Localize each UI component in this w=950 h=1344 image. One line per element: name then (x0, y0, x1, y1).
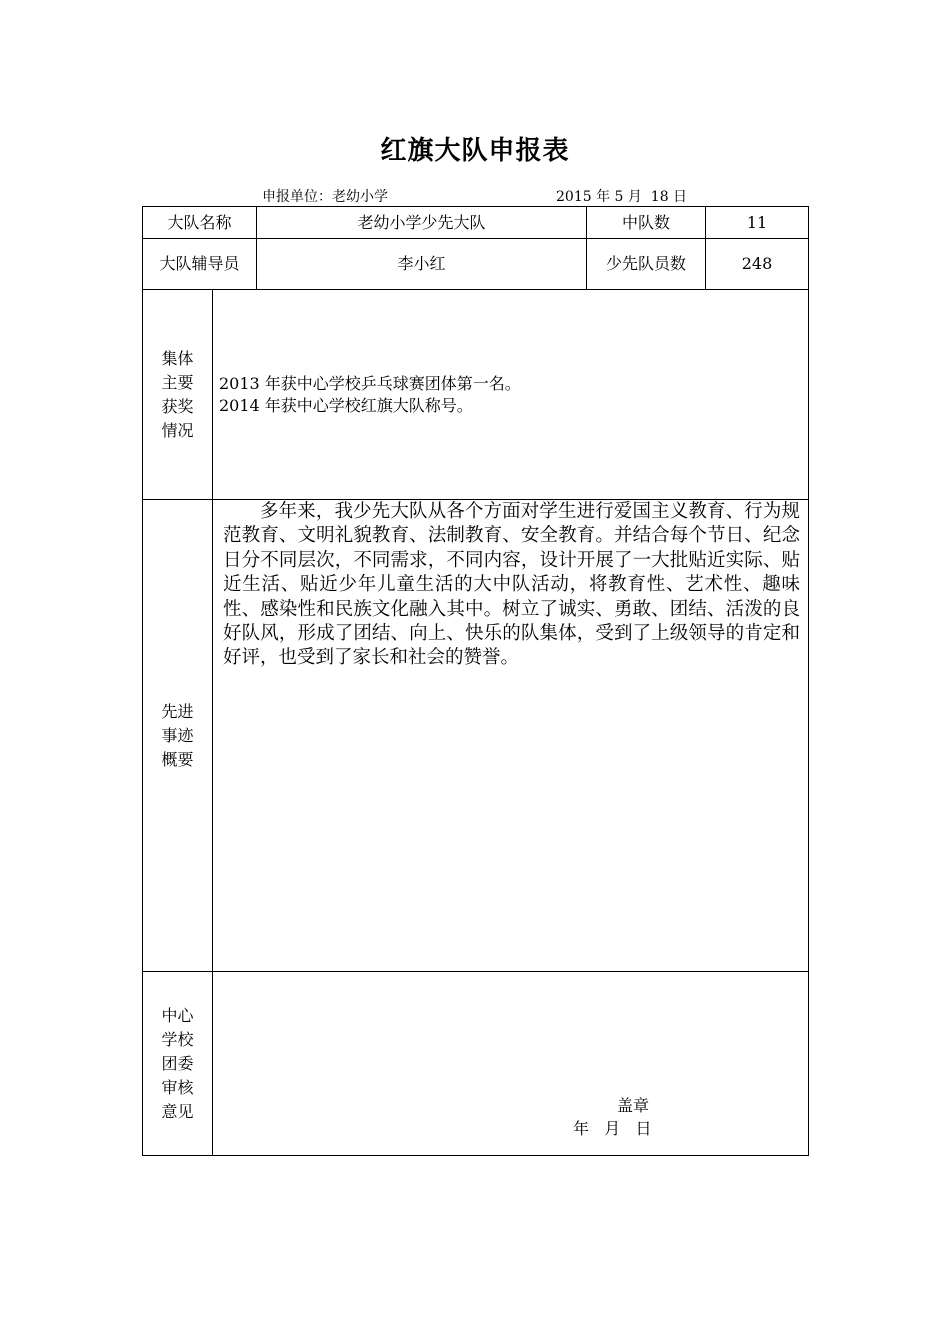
table-row (143, 207, 809, 239)
review-content (213, 972, 809, 1156)
seal-text: 盖章 (617, 1096, 650, 1115)
counselor-value: 李小红 (257, 239, 587, 290)
reporting-unit: 申报单位：老幼小学 (262, 189, 388, 205)
squadron-count-value: 11 (706, 207, 809, 239)
table-row (143, 972, 809, 1156)
application-form-table (142, 206, 809, 1156)
awards-label: 集体主要获奖情况 (161, 348, 194, 440)
squadron-count-label: 中队数 (587, 207, 706, 239)
member-count-label: 少先队员数 (587, 239, 706, 290)
review-label: 中心学校团委审核意见 (161, 1005, 194, 1121)
brigade-name-label: 大队名称 (143, 207, 257, 239)
table-row (143, 239, 809, 290)
counselor-label: 大队辅导员 (159, 254, 240, 273)
table-row (143, 500, 809, 972)
summary-content (213, 500, 809, 972)
summary-label: 先进事迹概要 (161, 701, 194, 769)
review-date-blank: 年 月 日 (573, 1119, 652, 1138)
award-item: 2013 年获中心学校乒乓球赛团体第一名。 (219, 373, 521, 393)
table-row (143, 290, 809, 500)
brigade-name-value: 老幼小学少先大队 (257, 207, 587, 239)
awards-content (213, 290, 809, 500)
report-date: 2015 年 5 月 18 日 (556, 189, 688, 205)
summary-text: 多年来，我少先大队从各个方面对学生进行爱国主义教育、行为规范教育、文明礼貌教育、法制教育、安全教育。并结合每个节日、纪念日分不同层次，不同需求，不同内容，设计开展了一大批贴近实际、贴近生活、贴近少年儿童生活的大中队活动，将教育性、艺术性、趣味性、感染性和民族文化融入其中。树立了诚实、勇敢、团结、活泼的良好队风，形成了团结、向上、快乐的队集体，受到了上级领导的肯定和好评，也受到了家长和社会的赞誉。 (223, 501, 801, 669)
award-item: 2014 年获中心学校红旗大队称号。 (219, 395, 473, 415)
member-count-value: 248 (706, 239, 809, 290)
page-title: 红旗大队申报表 (380, 136, 570, 166)
